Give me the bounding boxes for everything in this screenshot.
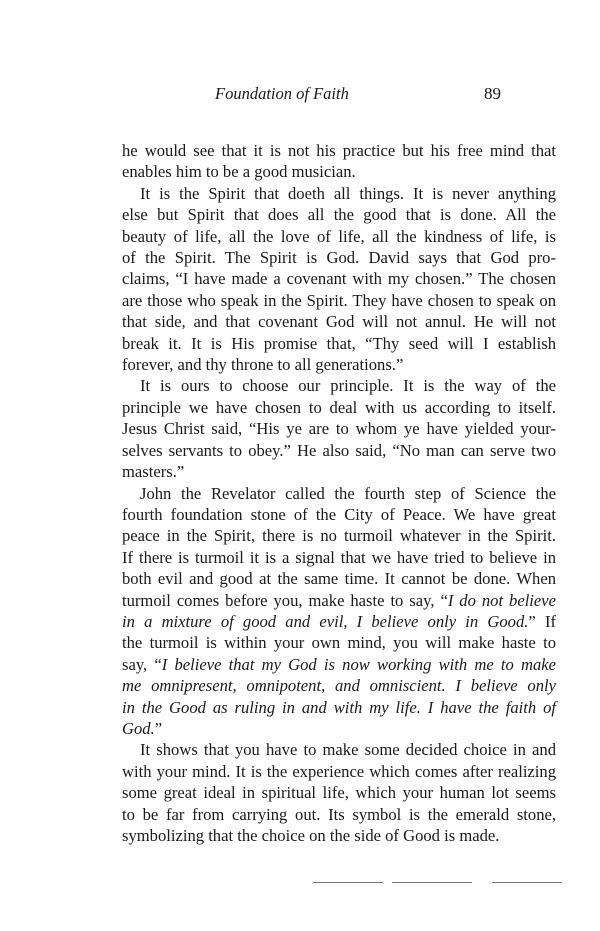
text: that side, and that covenant God will not annul. He will not — [122, 312, 556, 332]
text: else but Spirit that does all the good that is done. All the — [122, 205, 556, 225]
text: both evil and good at the same time. It cannot be done. When — [122, 569, 556, 589]
text-line — [122, 333, 556, 354]
footer-rule — [313, 882, 383, 883]
text: masters.” — [122, 462, 185, 482]
text-line — [122, 268, 556, 289]
italic-text: in a mixture of good and evil, I believe only in Good. — [122, 611, 529, 631]
text-line — [122, 418, 556, 439]
italic-text: me omnipresent, omnipotent, and omniscient. I believe only — [122, 676, 556, 696]
italic-text: God. — [122, 718, 155, 738]
text: ” — [154, 718, 163, 738]
footer-rule — [492, 882, 562, 883]
text: with your mind. It is the experience which comes after realizing — [122, 761, 556, 781]
text: break it. It is His promise that, “Thy seed will I establish — [122, 333, 556, 353]
text: John the Revelator called the fourth step of Science the — [140, 483, 556, 503]
text-line — [122, 140, 556, 161]
text-line — [122, 183, 556, 204]
italic-text: I believe that my God is now working with me to make — [161, 654, 556, 674]
text-line — [122, 226, 556, 247]
text-line — [122, 654, 556, 675]
text: ” If — [528, 611, 556, 631]
text-line — [122, 804, 556, 825]
text-line — [122, 397, 556, 418]
text: It is the Spirit that doeth all things. It is never anything — [140, 183, 556, 203]
text-line — [122, 483, 556, 504]
text: turmoil comes before you, make haste to say, “ — [122, 590, 448, 610]
text: beauty of life, all the love of life, all the kindness of life, is — [122, 226, 556, 246]
text: say, “ — [122, 654, 162, 674]
text-line — [122, 590, 556, 611]
footer-rule — [392, 882, 472, 883]
text: enables him to be a good musician. — [122, 162, 356, 182]
text-line — [122, 761, 556, 782]
text-line — [122, 354, 556, 375]
text-line — [122, 825, 556, 846]
text-line — [122, 632, 556, 653]
paragraph — [122, 739, 556, 846]
text-line — [122, 290, 556, 311]
text-line — [122, 311, 556, 332]
text-line — [122, 675, 556, 696]
text: are those who speak in the Spirit. They have chosen to speak on — [122, 290, 556, 310]
text-line — [122, 440, 556, 461]
text-line — [122, 525, 556, 546]
text: It shows that you have to make some decided choice in and — [140, 740, 556, 760]
text: he would see that it is not his practice but his free mind that — [122, 141, 556, 160]
text-line — [122, 547, 556, 568]
italic-text: I do not believe — [447, 590, 557, 610]
text-line — [122, 739, 556, 760]
text: some great ideal in spiritual life, which your human lot seems — [122, 783, 556, 803]
page-body-text — [122, 140, 556, 846]
text-line — [122, 697, 556, 718]
text: the turmoil is within your own mind, you will make haste to — [122, 633, 556, 653]
text: It is ours to choose our principle. It is the way of the — [140, 376, 556, 396]
text: of the Spirit. The Spirit is God. David says that God pro- — [122, 248, 556, 268]
text: fourth foundation stone of the City of Peace. We have great — [122, 504, 556, 524]
paragraph — [122, 483, 556, 740]
paragraph — [122, 183, 556, 376]
text-line — [122, 461, 556, 482]
text: peace in the Spirit, there is no turmoil whatever in the Spirit. — [122, 526, 556, 546]
text-line — [122, 161, 556, 182]
text: selves servants to obey.” He also said, “No man can serve two — [122, 440, 556, 460]
page-number: 89 — [484, 84, 501, 103]
text: Jesus Christ said, “His ye are to whom ye have yielded your- — [122, 419, 556, 439]
text: symbolizing that the choice on the side of Good is made. — [122, 826, 500, 845]
text-line — [122, 247, 556, 268]
text: principle we have chosen to deal with us according to itself. — [122, 397, 556, 417]
text: forever, and thy throne to all generations.” — [122, 355, 404, 375]
text-line — [122, 782, 556, 803]
paragraph — [122, 375, 556, 482]
text: to be far from carrying out. Its symbol is the emerald stone, — [122, 804, 556, 824]
text-line — [122, 375, 556, 396]
text-line — [122, 568, 556, 589]
text-line — [122, 718, 556, 739]
text: claims, “I have made a covenant with my chosen.” The chosen — [122, 269, 556, 289]
text-line — [122, 611, 556, 632]
text-line — [122, 204, 556, 225]
page-header — [0, 84, 600, 108]
italic-text: in the Good as ruling in and with my life. I have the faith of — [122, 697, 556, 717]
running-title: Foundation of Faith — [215, 84, 349, 103]
text-line — [122, 504, 556, 525]
text: If there is turmoil it is a signal that we have tried to believe in — [122, 547, 556, 567]
paragraph — [122, 140, 556, 183]
